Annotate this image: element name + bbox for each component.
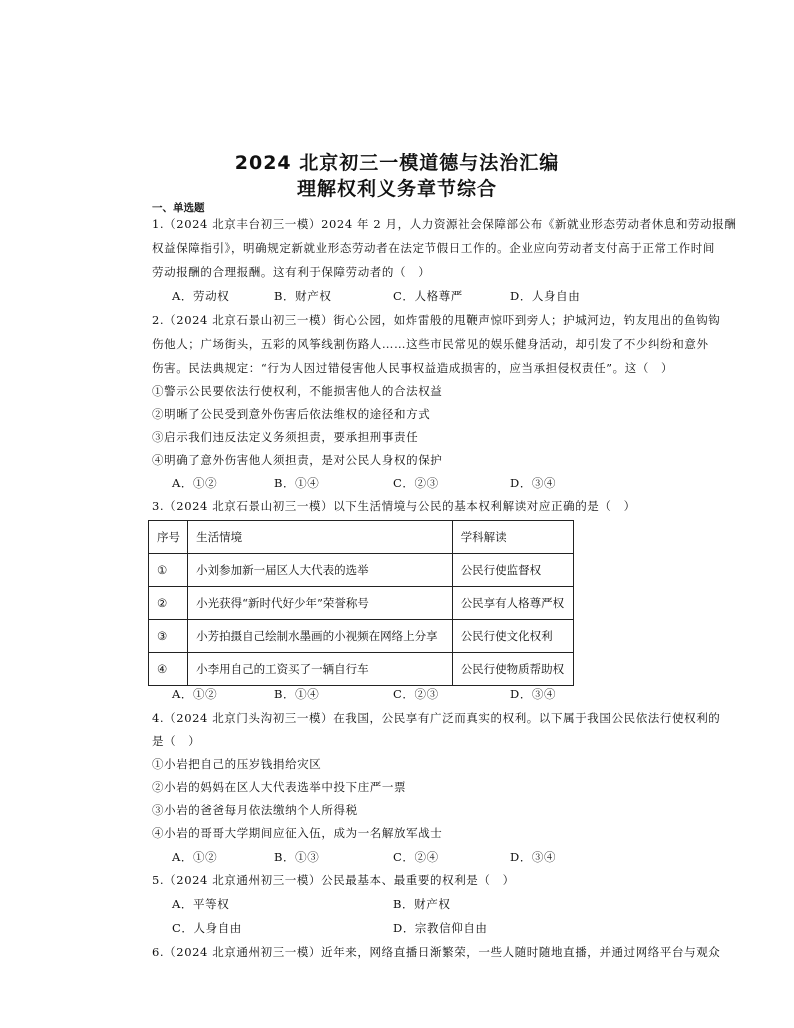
q2-item-4: ④明确了意外伤害他人须担责，是对公民人身权的保护 [152, 453, 443, 467]
row-scenario: 小刘参加新一届区人大代表的选举 [188, 554, 453, 587]
row-scenario: 小芳拍摄自己绘制水墨画的小视频在网络上分享 [188, 620, 453, 653]
q4-option-c: C．②④ [393, 850, 439, 864]
header-index: 序号 [149, 521, 188, 554]
q3-stem: 3.（2024 北京石景山初三一模）以下生活情境与公民的基本权利解读对应正确的是（ ） [152, 499, 636, 513]
q4-line-1: 4.（2024 北京门头沟初三一模）在我国，公民享有广泛而真实的权利。以下属于我国公民依法行使权利的 [152, 711, 721, 725]
q4-item-2: ②小岩的妈妈在区人大代表选举中投下庄严一票 [152, 780, 407, 794]
table-row [149, 587, 574, 620]
row-index: ① [149, 554, 188, 587]
q2-line-3: 伤害。民法典规定：“行为人因过错侵害他人民事权益造成损害的，应当承担侵权责任”。这（ ） [152, 361, 674, 375]
q2-option-a: A．①② [172, 476, 218, 490]
q4-line-2: 是（ ） [152, 734, 201, 748]
q2-option-b: B．①④ [274, 476, 320, 490]
q4-option-a: A．①② [172, 850, 218, 864]
header-scenario: 生活情境 [188, 521, 453, 554]
q3-option-d: D．③④ [510, 687, 557, 701]
q4-item-3: ③小岩的爸爸每月依法缴纳个人所得税 [152, 803, 358, 817]
row-scenario: 小光获得“新时代好少年”荣誉称号 [188, 587, 453, 620]
section-heading: 一、单选题 [152, 202, 205, 214]
table-row [149, 653, 574, 686]
q1-line-1: 1.（2024 北京丰台初三一模）2024 年 2 月，人力资源社会保障部公布《新就业形态劳动者休息和劳动报酬 [152, 217, 737, 231]
header-interpretation: 学科解读 [452, 521, 573, 554]
q1-option-c: C．人格尊严 [393, 289, 463, 303]
document-title: 2024 北京初三一模道德与法治汇编 [234, 152, 560, 174]
q4-item-1: ①小岩把自己的压岁钱捐给灾区 [152, 757, 322, 771]
q5-option-d: D．宗教信仰自由 [393, 921, 488, 935]
q6-stem: 6.（2024 北京通州初三一模）近年来，网络直播日渐繁荣，一些人随时随地直播，并通过网络平台与观众 [152, 945, 721, 959]
q4-item-4: ④小岩的哥哥大学期间应征入伍，成为一名解放军战士 [152, 826, 443, 840]
q3-table [148, 520, 574, 686]
q2-line-1: 2.（2024 北京石景山初三一模）街心公园，如炸雷般的甩鞭声惊吓到旁人；护城河边，钓友甩出的鱼钩钩 [152, 313, 721, 327]
row-interpretation: 公民行使监督权 [452, 554, 573, 587]
table-row [149, 554, 574, 587]
row-interpretation: 公民享有人格尊严权 [452, 587, 573, 620]
q3-option-c: C．②③ [393, 687, 439, 701]
q2-item-2: ②明晰了公民受到意外伤害后依法维权的途径和方式 [152, 407, 431, 421]
q5-stem: 5.（2024 北京通州初三一模）公民最基本、最重要的权利是（ ） [152, 873, 515, 887]
q5-option-b: B．财产权 [393, 897, 451, 911]
document-subtitle: 理解权利义务章节综合 [296, 178, 497, 200]
row-index: ④ [149, 653, 188, 686]
q1-option-a: A．劳动权 [172, 289, 230, 303]
table-row [149, 620, 574, 653]
q2-option-c: C．②③ [393, 476, 439, 490]
row-interpretation: 公民行使文化权利 [452, 620, 573, 653]
q1-option-b: B．财产权 [274, 289, 332, 303]
q2-option-d: D．③④ [510, 476, 557, 490]
q1-option-d: D．人身自由 [510, 289, 581, 303]
q2-line-2: 伤他人；广场街头，五彩的风筝线割伤路人……这些市民常见的娱乐健身活动，却引发了不少纠纷和意外 [152, 337, 709, 351]
row-scenario: 小李用自己的工资买了一辆自行车 [188, 653, 453, 686]
q1-line-3: 劳动报酬的合理报酬。这有利于保障劳动者的（ ） [152, 265, 431, 279]
q3-option-a: A．①② [172, 687, 218, 701]
q4-option-b: B．①③ [274, 850, 320, 864]
table-header-row [149, 521, 574, 554]
q5-option-c: C．人身自由 [172, 921, 242, 935]
q5-option-a: A．平等权 [172, 897, 230, 911]
row-interpretation: 公民行使物质帮助权 [452, 653, 573, 686]
row-index: ③ [149, 620, 188, 653]
q3-option-b: B．①④ [274, 687, 320, 701]
q1-line-2: 权益保障指引》，明确规定新就业形态劳动者在法定节假日工作的。企业应向劳动者支付高于正常工作时间 [152, 241, 715, 255]
q4-option-d: D．③④ [510, 850, 557, 864]
q2-item-1: ①警示公民要依法行使权利，不能损害他人的合法权益 [152, 384, 443, 398]
q2-item-3: ③启示我们违反法定义务须担责，要承担刑事责任 [152, 430, 419, 444]
row-index: ② [149, 587, 188, 620]
